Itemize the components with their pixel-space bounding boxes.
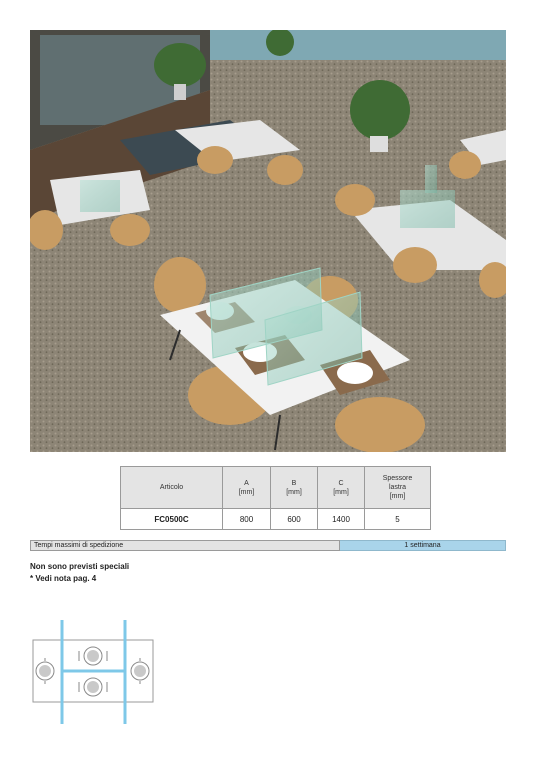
col-header-a: A [mm] bbox=[223, 467, 271, 509]
cell-spessore: 5 bbox=[365, 509, 431, 530]
shipping-value: 1 settimana bbox=[340, 540, 506, 551]
spec-table bbox=[120, 466, 431, 530]
note-see-page: * Vedi nota pag. 4 bbox=[30, 574, 97, 583]
note-no-specials: Non sono previsti speciali bbox=[30, 562, 130, 571]
col-header-articolo: Articolo bbox=[121, 467, 223, 509]
glass-screen-lines bbox=[62, 620, 125, 724]
restaurant-scene-illustration bbox=[30, 30, 506, 452]
shipping-time-bar bbox=[30, 540, 506, 551]
cell-a: 800 bbox=[223, 509, 271, 530]
col-header-b: B [mm] bbox=[271, 467, 318, 509]
cell-articolo: FC0500C bbox=[121, 509, 223, 530]
cell-b: 600 bbox=[271, 509, 318, 530]
col-header-c: C [mm] bbox=[318, 467, 365, 509]
col-header-spessore: Spessore lastra [mm] bbox=[365, 467, 431, 509]
shipping-label: Tempi massimi di spedizione bbox=[30, 540, 340, 551]
cell-c: 1400 bbox=[318, 509, 365, 530]
spec-table-header-row bbox=[121, 467, 431, 509]
notes-block bbox=[30, 561, 129, 585]
table-row bbox=[121, 509, 431, 530]
table-layout-diagram bbox=[30, 618, 160, 726]
product-photo bbox=[30, 30, 506, 452]
